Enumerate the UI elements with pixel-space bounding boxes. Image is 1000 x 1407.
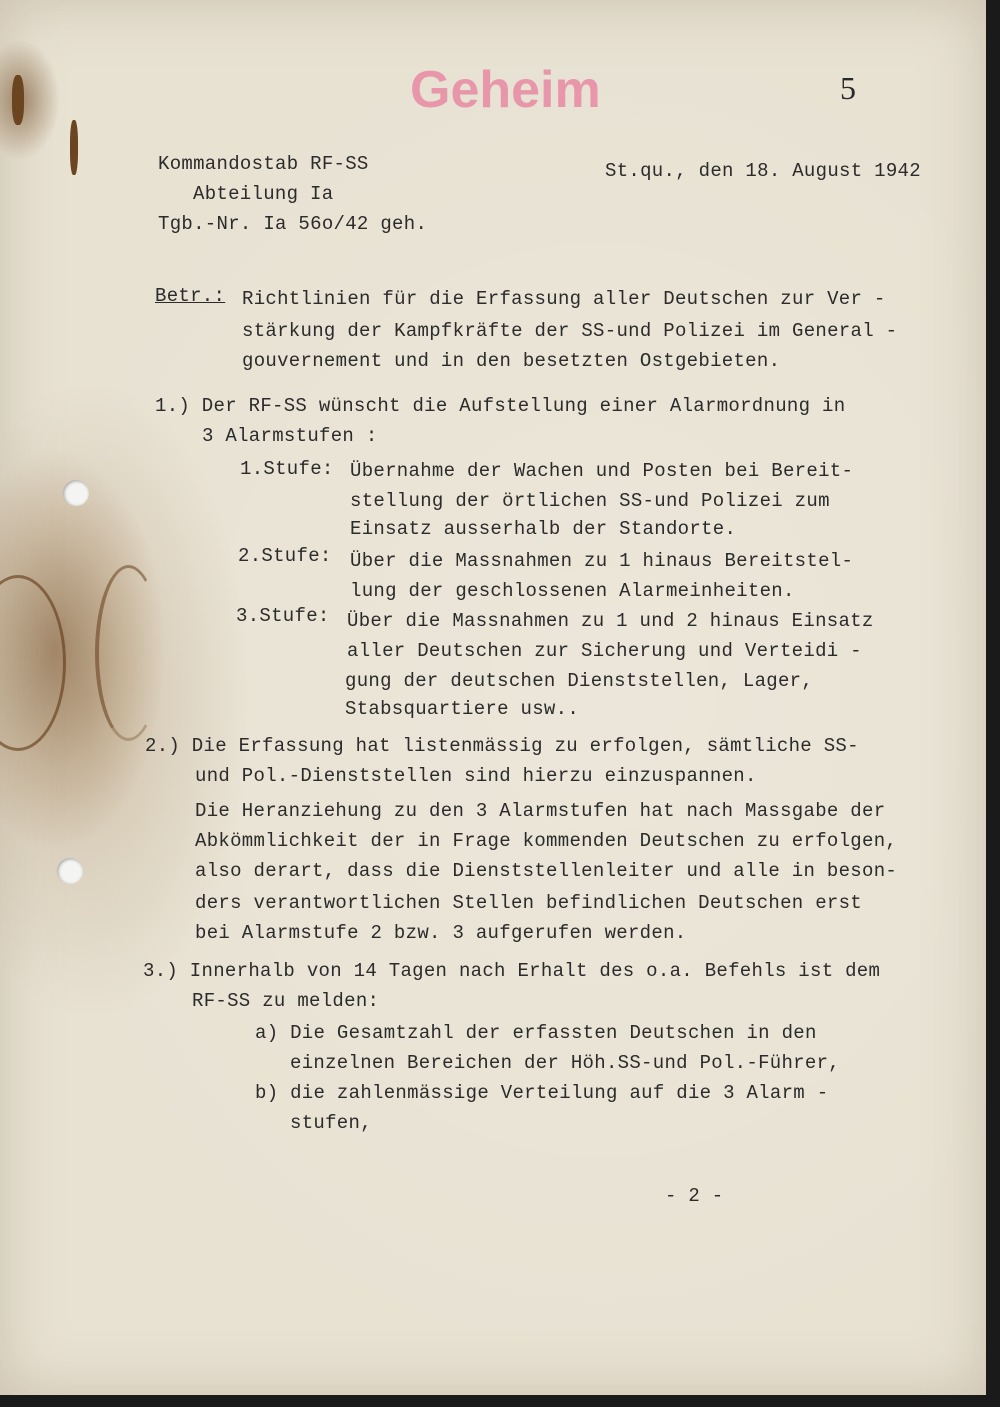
page-footer: - 2 -	[665, 1185, 724, 1207]
rust-mark-1	[12, 75, 24, 125]
subject-line-2: stärkung der Kampfkräfte der SS-und Polizei im General -	[242, 320, 898, 342]
stufe1-line-3: Einsatz ausserhalb der Standorte.	[350, 518, 737, 540]
subject-line-1: Richtlinien für die Erfassung aller Deutschen zur Ver -	[242, 288, 886, 310]
item-b-line-2: stufen,	[290, 1112, 372, 1134]
header-line-2: Abteilung Ia	[193, 183, 334, 205]
subject-label: Betr.:	[155, 285, 226, 307]
section3-line-2: RF-SS zu melden:	[192, 990, 380, 1012]
section2-line-3: Die Heranziehung zu den 3 Alarmstufen hat nach Massgabe der	[195, 800, 886, 822]
stufe2-line-1: Über die Massnahmen zu 1 hinaus Bereitstel-	[350, 550, 854, 572]
subject-line-3: gouvernement und in den besetzten Ostgebieten.	[242, 350, 781, 372]
section1-line-1: 1.) Der RF-SS wünscht die Aufstellung einer Alarmordnung in	[155, 395, 846, 417]
stufe2-label: 2.Stufe:	[238, 545, 332, 567]
stain-ring-right	[95, 565, 162, 741]
section2-line-2: und Pol.-Dienststellen sind hierzu einzuspannen.	[195, 765, 757, 787]
item-a-line-1: a) Die Gesamtzahl der erfassten Deutschen in den	[255, 1022, 817, 1044]
item-b-line-1: b) die zahlenmässige Verteilung auf die 3 Alarm -	[255, 1082, 829, 1104]
rust-mark-2	[70, 120, 78, 175]
section2-line-6: ders verantwortlichen Stellen befindlichen Deutschen erst	[195, 892, 863, 914]
stufe1-line-1: Übernahme der Wachen und Posten bei Bereit-	[350, 460, 854, 482]
secret-stamp: Geheim	[410, 61, 601, 119]
stain-ring-left	[0, 575, 66, 751]
punch-hole-top	[63, 480, 89, 506]
stufe3-line-2: aller Deutschen zur Sicherung und Verteidi -	[347, 640, 862, 662]
section2-line-7: bei Alarmstufe 2 bzw. 3 aufgerufen werden.	[195, 922, 687, 944]
stufe3-line-1: Über die Massnahmen zu 1 und 2 hinaus Einsatz	[347, 610, 874, 632]
item-a-line-2: einzelnen Bereichen der Höh.SS-und Pol.-Führer,	[290, 1052, 840, 1074]
section2-line-5: also derart, dass die Dienststellenleiter und alle in beson-	[195, 860, 898, 882]
section2-line-4: Abkömmlichkeit der in Frage kommenden Deutschen zu erfolgen,	[195, 830, 898, 852]
place-date: St.qu., den 18. August 1942	[605, 160, 921, 182]
stufe3-line-3: gung der deutschen Dienststellen, Lager,	[345, 670, 814, 692]
punch-hole-bottom	[57, 858, 83, 884]
stufe3-line-4: Stabsquartiere usw..	[345, 698, 580, 720]
header-line-3: Tgb.-Nr. Ia 56o/42 geh.	[158, 213, 428, 235]
section2-line-1: 2.) Die Erfassung hat listenmässig zu erfolgen, sämtliche SS-	[145, 735, 859, 757]
page-number: 5	[840, 70, 856, 106]
stufe1-line-2: stellung der örtlichen SS-und Polizei zum	[350, 490, 830, 512]
stufe3-label: 3.Stufe:	[236, 605, 330, 627]
stufe2-line-2: lung der geschlossenen Alarmeinheiten.	[350, 580, 795, 602]
section1-line-2: 3 Alarmstufen :	[202, 425, 378, 447]
stufe1-label: 1.Stufe:	[240, 458, 334, 480]
section3-line-1: 3.) Innerhalb von 14 Tagen nach Erhalt des o.a. Befehls ist dem	[143, 960, 881, 982]
header-line-1: Kommandostab RF-SS	[158, 153, 369, 175]
